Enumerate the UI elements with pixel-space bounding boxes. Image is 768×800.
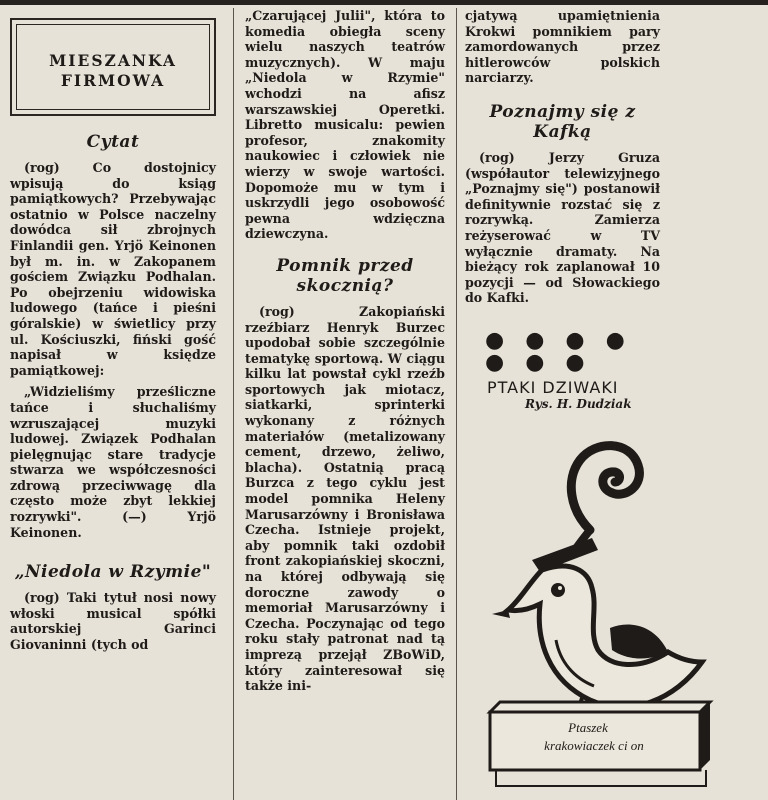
column-divider [233,8,234,800]
column-divider [456,8,457,800]
article-title: Pomnik przed skocznią? [276,255,414,296]
article-paragraph: cjatywą upamiętnienia Krokwi pomnikiem pary zamordowanych przez hitlerowców polskich narciarzy. [465,8,660,86]
section-heading [16,24,210,110]
label-line: Ptaszek [568,720,608,735]
article-title: „Niedola w Rzymie" [14,562,212,583]
cartoon-credit: Rys. H. Dudziak [525,396,632,411]
section-box [10,18,216,116]
article-title: Poznajmy się z Kafką [489,101,636,142]
decorative-dots: ● ● ● ● ● ● ● [485,327,632,375]
article-title: Cytat [86,132,140,152]
heading-line: MIESZANKA [49,51,177,70]
article-paragraph: (rog) Jerzy Gruza (współautor telewizyjnego „Poznajmy się") postanowił definitywnie rozstać się z rozrywką. Zamierza reżyserować w TV wyłącznie dramaty. Na bieżący rok zaplanował 10 pozycji — od Słowackiego do Kafki. [465,149,660,306]
column-1 [10,8,216,800]
article-paragraph: (rog) Taki tytuł nosi nowy włoski musical spółki autorskiej Garinci Giovaninni (tych od [10,590,216,653]
spiral-crest [571,446,639,530]
column-2 [245,8,445,800]
article-paragraph: (rog) Co dostojnicy wpisują do ksiąg pamiątkowych? Przebywając ostatnio w Polsce naczelny dowódca sił zbrojnych Finlandii gen. Yrjö Keinonen był m. in. w Zakopanem gościem Związku Podhalan. Po obejrzeniu widowiska ludowego (tańce i pieśni góralskie) w świetlicy przy ul. Kościuszki, fiński gość napisał w księdze pamiątkowej: [10,160,216,378]
cartoon-title: PTAKI DZIWAKI [487,377,619,397]
heading-line: FIRMOWA [60,71,166,90]
article-paragraph: (rog) Zakopiański rzeźbiarz Henryk Burzec upodobał sobie szczególnie tematykę sportową. W ciągu kilku lat powstał cykl rzeźb sportowych jak miotacz, siatkarki, sprinterki wykonany z różnych materiałów (metalizowany cement, drzewo, żeliwo, blacha). Ostatnią pracą Burzca z tego cyklu jest model pomnika Heleny Marusarzówny i Bronisława Czecha. Istnieje projekt, aby pomnik taki ozdobił front zakopiańskiej skoczni, na której odbywają się doroczne zawody o memoriał Marusarzówny i Czecha. Poczynając od tego roku stały patronat nad tą imprezą przejął ZBoWiD, który zainteresował się także ini- [245,303,445,694]
article-paragraph: „Czarującej Julii", która to komedia obiegła sceny wielu naszych teatrów muzycznych). W maju „Niedola w Rzymie" wchodzi na afisz warszawskiej Operetki. Libretto musicalu: pewien profesor, znakomity naukowiec i człowiek nie wierzy w swoje wartości. Dopomoże mu w tym i uskrzydli jego osobowość pewna wdzięczna dziewczyna. [245,8,445,242]
label-line: krakowiaczek ci on [544,738,644,753]
article-paragraph: „Widzieliśmy prześliczne tańce i słuchaliśmy wzruszającej muzyki ludowej. Związek Podhalan pielęgnując stare tradycje stwarza we współczesności zdrową przeciwwagę dla często może zbyt lekkiej rozrywki". (—) Yrjö Keinonen. [10,384,216,540]
bird-cartoon-illustration [470,400,730,790]
bird-body [508,566,702,707]
top-rule [0,0,768,5]
bird-wing [610,625,668,659]
